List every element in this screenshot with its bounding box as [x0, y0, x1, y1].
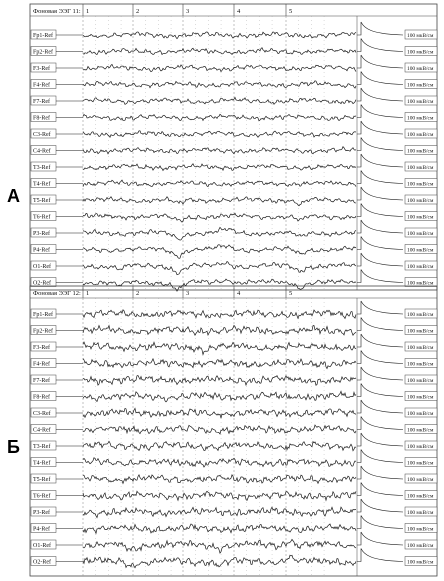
scale-label: 100 мкВ/см — [407, 543, 434, 549]
calibration-pulse — [357, 138, 403, 151]
calibration-pulse — [357, 532, 403, 545]
calibration-pulse — [357, 318, 403, 331]
scale-label: 100 мкВ/см — [407, 33, 434, 39]
scale-label: 100 мкВ/см — [407, 427, 434, 434]
eeg-trace — [83, 441, 356, 450]
calibration-pulse — [357, 433, 403, 446]
calibration-pulse — [357, 187, 403, 200]
eeg-trace — [83, 64, 356, 71]
scale-label: 100 мкВ/см — [407, 444, 434, 450]
calibration-pulse — [357, 237, 403, 250]
channel-label: P4-Ref — [33, 526, 50, 533]
channel-label: O2-Ref — [33, 280, 51, 287]
channel-label: Fp2-Ref — [33, 49, 53, 56]
calibration-pulse — [357, 499, 403, 512]
eeg-trace — [83, 376, 356, 386]
calibration-pulse — [357, 55, 403, 68]
calibration-pulse — [357, 88, 403, 101]
scale-label: 100 мкВ/см — [407, 510, 434, 516]
second-label: 5 — [289, 290, 293, 297]
channel-label: C3-Ref — [33, 132, 51, 138]
second-label: 4 — [237, 8, 241, 15]
scale-label: 100 мкВ/см — [407, 231, 434, 237]
eeg-trace — [83, 97, 356, 104]
eeg-trace — [83, 391, 356, 402]
channel-label: Fp2-Ref — [33, 328, 53, 335]
calibration-pulse — [357, 39, 403, 52]
eeg-channel-row — [31, 450, 437, 468]
scale-label: 100 мкВ/см — [407, 264, 434, 270]
eeg-trace — [83, 458, 356, 467]
scale-label: 100 мкВ/см — [407, 99, 434, 105]
scale-label: 100 мкВ/см — [407, 477, 434, 483]
scale-label: 100 мкВ/см — [407, 66, 434, 72]
calibration-pulse — [357, 270, 403, 283]
scale-label: 100 мкВ/см — [407, 181, 434, 188]
channel-label: T6-Ref — [33, 493, 51, 500]
eeg-trace — [83, 197, 356, 206]
channel-label: F7-Ref — [33, 99, 50, 105]
eeg-channel-row — [31, 237, 437, 259]
calibration-pulse — [357, 171, 403, 184]
eeg-trace — [83, 425, 356, 434]
eeg-trace — [83, 310, 356, 319]
scale-label: 100 мкВ/см — [407, 82, 434, 89]
eeg-panel-a — [30, 4, 437, 291]
calibration-pulse — [357, 367, 403, 380]
calibration-pulse — [357, 351, 403, 364]
eeg-trace — [83, 539, 356, 553]
scale-label: 100 мкВ/см — [407, 411, 434, 417]
channel-label: O1-Ref — [33, 543, 51, 549]
record-header: Фоновая ЭЭГ 11: — [33, 8, 81, 15]
scale-label: 100 мкВ/см — [407, 378, 434, 384]
eeg-trace — [83, 475, 356, 484]
calibration-pulse — [357, 72, 403, 85]
channel-label: Fp1-Ref — [33, 33, 53, 39]
calibration-pulse — [357, 301, 403, 314]
eeg-trace — [83, 524, 356, 533]
eeg-trace — [83, 507, 356, 517]
scale-label: 100 мкВ/см — [407, 328, 434, 335]
panel-b-letter: Б — [7, 437, 20, 457]
calibration-pulse — [357, 466, 403, 479]
second-label: 3 — [186, 8, 190, 15]
channel-label: F7-Ref — [33, 378, 50, 384]
scale-label: 100 мкВ/см — [407, 198, 434, 204]
channel-label: F8-Ref — [33, 394, 50, 401]
scale-label: 100 мкВ/см — [407, 280, 434, 287]
calibration-pulse — [357, 253, 403, 266]
calibration-pulse — [357, 549, 403, 562]
channel-label: T4-Ref — [33, 181, 51, 188]
scale-label: 100 мкВ/см — [407, 361, 434, 368]
eeg-trace — [83, 227, 356, 240]
channel-label: O2-Ref — [33, 559, 51, 566]
second-label: 1 — [86, 290, 90, 297]
panel-frame — [30, 4, 437, 290]
eeg-trace — [83, 491, 356, 500]
channel-label: T6-Ref — [33, 214, 51, 221]
eeg-trace — [83, 359, 356, 369]
channel-label: P3-Ref — [33, 510, 50, 516]
calibration-pulse — [357, 450, 403, 463]
eeg-trace — [83, 342, 356, 354]
eeg-trace — [83, 408, 356, 418]
calibration-pulse — [357, 22, 403, 35]
scale-label: 100 мкВ/см — [407, 165, 434, 171]
second-label: 1 — [86, 8, 90, 15]
channel-label: O1-Ref — [33, 264, 51, 270]
calibration-pulse — [357, 105, 403, 118]
calibration-pulse — [357, 384, 403, 397]
calibration-pulse — [357, 483, 403, 496]
eeg-channel-row — [31, 318, 437, 336]
channel-label: P3-Ref — [33, 231, 50, 237]
calibration-pulse — [357, 334, 403, 347]
channel-label: T3-Ref — [33, 444, 51, 450]
scale-label: 100 мкВ/см — [407, 49, 434, 56]
channel-label: F3-Ref — [33, 345, 50, 351]
eeg-trace — [83, 81, 356, 88]
calibration-pulse — [357, 516, 403, 529]
scale-label: 100 мкВ/см — [407, 115, 434, 122]
scale-label: 100 мкВ/см — [407, 460, 434, 467]
channel-label: Fp1-Ref — [33, 312, 53, 318]
scale-label: 100 мкВ/см — [407, 345, 434, 351]
scale-label: 100 мкВ/см — [407, 559, 434, 566]
channel-label: F8-Ref — [33, 115, 50, 122]
channel-label: C4-Ref — [33, 148, 51, 155]
eeg-trace — [83, 279, 356, 291]
scale-label: 100 мкВ/см — [407, 394, 434, 401]
eeg-trace — [83, 114, 356, 120]
channel-label: T5-Ref — [33, 477, 51, 483]
eeg-trace — [83, 245, 356, 259]
eeg-trace — [83, 180, 356, 187]
second-label: 3 — [186, 290, 190, 297]
record-header: Фоновая ЭЭГ 12: — [33, 290, 81, 297]
eeg-panel-b — [30, 286, 437, 576]
channel-label: T4-Ref — [33, 460, 51, 467]
channel-label: F4-Ref — [33, 361, 50, 368]
channel-label: C3-Ref — [33, 411, 51, 417]
channel-label: F4-Ref — [33, 82, 50, 89]
eeg-trace — [83, 555, 356, 568]
channel-label: T5-Ref — [33, 198, 51, 204]
second-label: 4 — [237, 290, 241, 297]
channel-label: T3-Ref — [33, 165, 51, 171]
eeg-trace — [83, 147, 356, 154]
calibration-pulse — [357, 204, 403, 217]
calibration-pulse — [357, 121, 403, 134]
eeg-trace — [83, 32, 356, 39]
second-label: 2 — [136, 290, 140, 297]
calibration-pulse — [357, 154, 403, 167]
eeg-trace — [83, 48, 356, 55]
calibration-pulse — [357, 220, 403, 233]
channel-label: F3-Ref — [33, 66, 50, 72]
calibration-pulse — [357, 417, 403, 430]
scale-label: 100 мкВ/см — [407, 148, 434, 155]
eeg-trace — [83, 164, 356, 171]
eeg-trace — [83, 131, 356, 138]
scale-label: 100 мкВ/см — [407, 132, 434, 138]
scale-label: 100 мкВ/см — [407, 526, 434, 533]
eeg-trace — [83, 325, 356, 335]
eeg-trace — [83, 213, 356, 222]
second-label: 2 — [136, 8, 140, 15]
scale-label: 100 мкВ/см — [407, 214, 434, 221]
scale-label: 100 мкВ/см — [407, 312, 434, 318]
channel-label: P4-Ref — [33, 247, 50, 254]
channel-label: C4-Ref — [33, 427, 51, 434]
scale-label: 100 мкВ/см — [407, 247, 434, 254]
eeg-trace — [83, 262, 356, 275]
second-label: 5 — [289, 8, 293, 15]
panel-a-letter: А — [7, 186, 20, 206]
scale-label: 100 мкВ/см — [407, 493, 434, 500]
calibration-pulse — [357, 400, 403, 413]
